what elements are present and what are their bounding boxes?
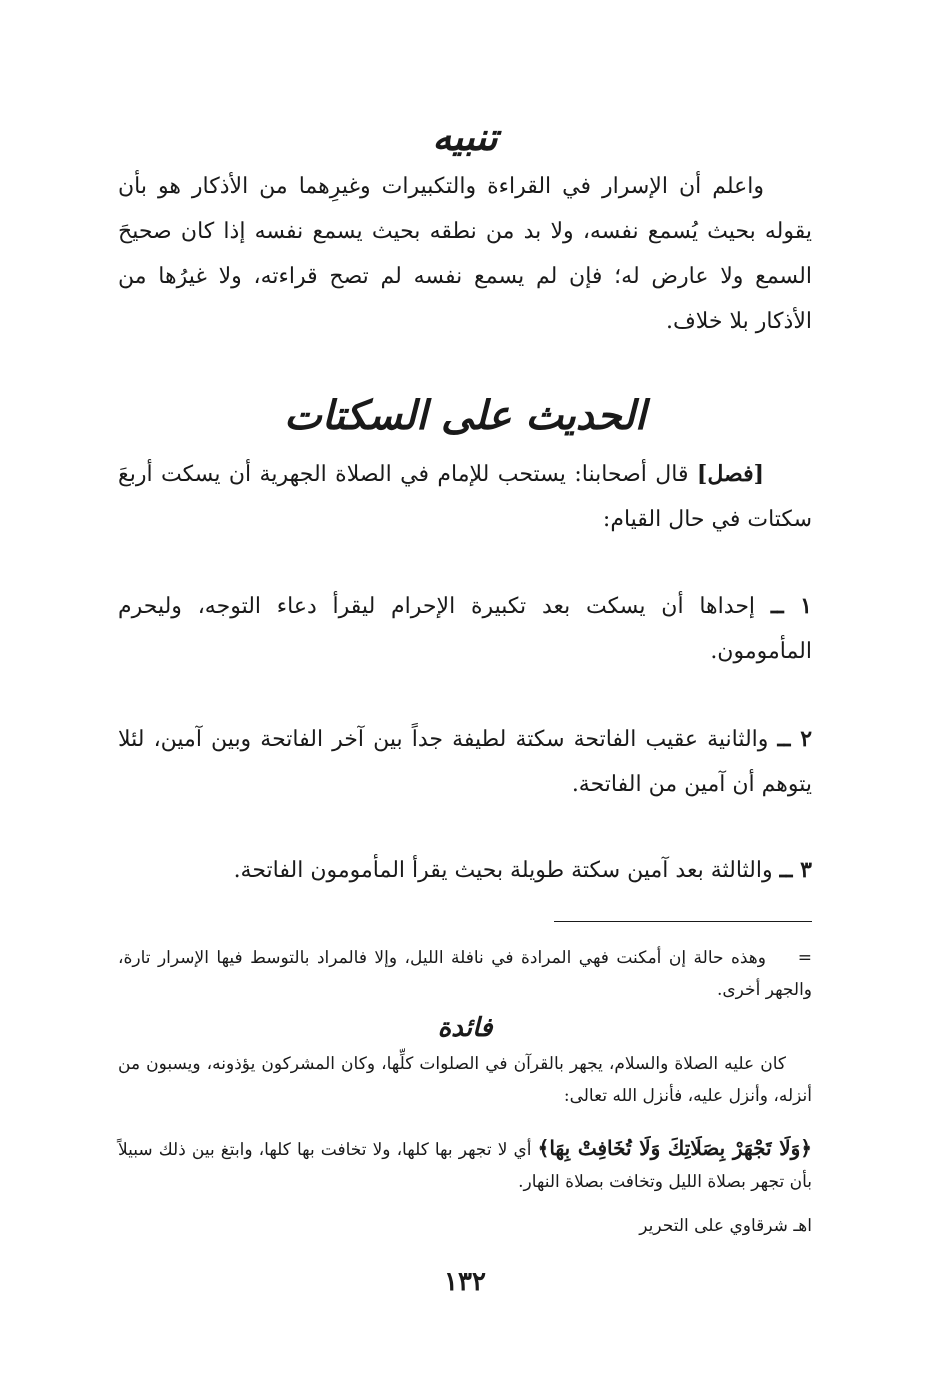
footnote-continuation <box>118 942 812 1006</box>
section-intro-paragraph <box>118 452 812 542</box>
faida-explanation: أي لا تجهر بها كلها، ولا تخافت بها كلها، وابتغ بين ذلك سبيلاً بأن تجهر بصلاة الليل وتخافت بصلاة النهار. <box>118 1140 812 1192</box>
list-item-number: ٣ ــ <box>779 857 812 883</box>
tanbih-heading: تنبيه <box>432 114 498 159</box>
section-intro-text: قال أصحابنا: يستحب للإمام في الصلاة الجهرية أن يسكت أربعَ سكتات في حال القيام: <box>118 462 812 532</box>
footnote-divider <box>554 921 812 922</box>
list-item-text: والثانية عقيب الفاتحة سكتة لطيفة جداً بين آخر الفاتحة وبين آمين، لئلا يتوهم أن آمين من الفاتحة. <box>118 727 812 797</box>
list-item-number: ٢ ــ <box>777 726 813 752</box>
faida-quran-paragraph <box>118 1132 812 1198</box>
list-item <box>118 584 812 674</box>
tanbih-paragraph: واعلم أن الإسرار في القراءة والتكبيرات وغيرِهما من الأذكار هو بأن يقوله بحيث يُسمع نفسه، ولا بد من نطقه بحيث يسمع نفسه إذا كان صحيحَ السمع ولا عارض له؛ فإن لم يسمع نفسه لم تصح قراءته، ولا غيرُها من الأذكار بلا خلاف. <box>118 174 813 334</box>
continuation-mark: = <box>797 948 812 968</box>
faida-paragraph: كان عليه الصلاة والسلام، يجهر بالقرآن في الصلوات كلِّها، وكان المشركون يؤذونه، ويسبون من أنزله، وأنزل عليه، فأنزل الله تعالى: <box>118 1054 812 1106</box>
page-number: ١٣٢ <box>444 1267 486 1297</box>
book-page <box>118 0 812 1376</box>
list-item-text: والثالثة بعد آمين سكتة طويلة بحيث يقرأ المأمومون الفاتحة. <box>233 858 780 883</box>
list-item-text: إحداها أن يسكت بعد تكبيرة الإحرام ليقرأ دعاء التوجه، وليحرم المأمومون. <box>118 594 812 664</box>
quran-verse: ﴿وَلَا تَجْهَرْ بِصَلَاتِكَ وَلَا تُخَافِتْ بِهَا﴾ <box>537 1136 812 1160</box>
footnote-signature: اهـ شرقاوي على التحرير <box>639 1216 812 1236</box>
list-item <box>118 848 812 893</box>
footnote-text: وهذه حالة إن أمكنت فهي المرادة في نافلة الليل، وإلا فالمراد بالتوسط فيها الإسرار تارة، والجهر أخرى. <box>118 948 812 1000</box>
section-heading: الحديث على السكتات <box>284 392 646 439</box>
faida-heading: فائدة <box>437 1013 493 1043</box>
list-item-number: ١ ــ <box>770 593 812 619</box>
fasl-label: [فصل] <box>696 461 764 487</box>
list-item <box>118 717 812 807</box>
